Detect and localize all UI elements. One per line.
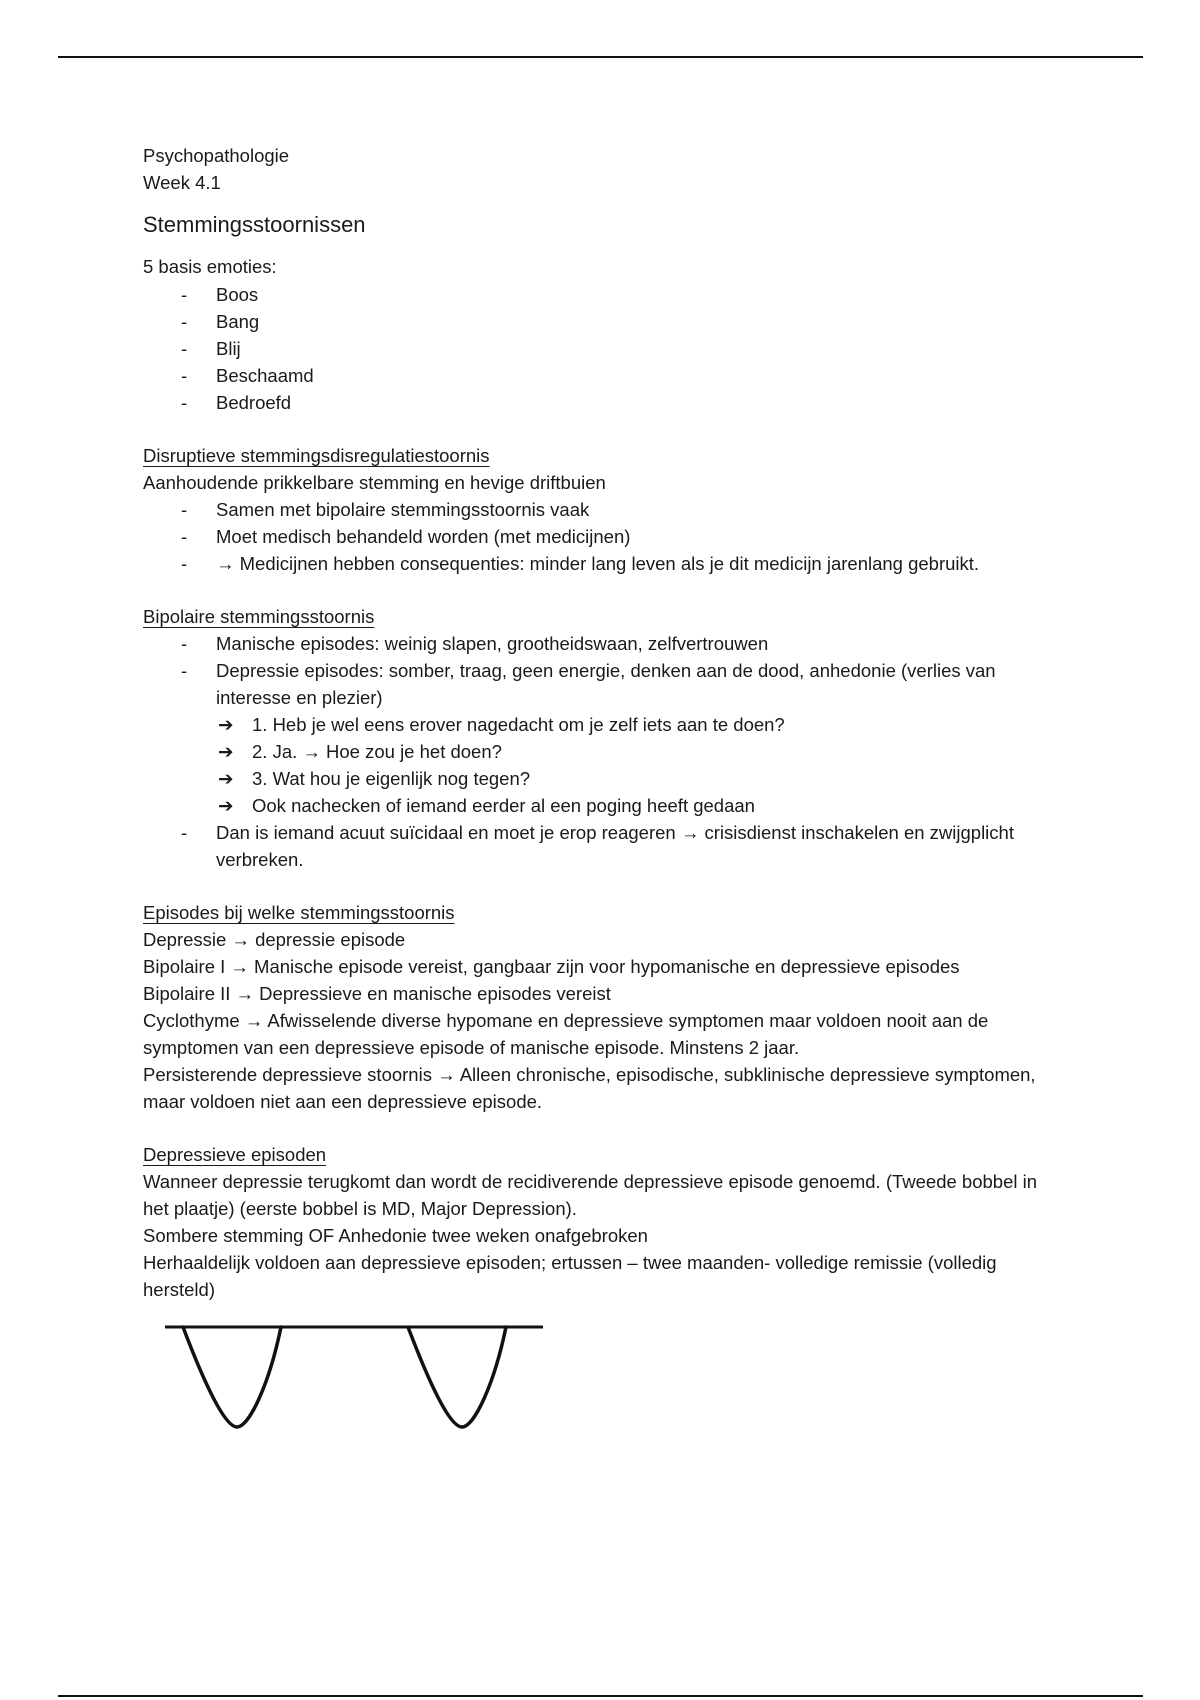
question-item: ➔ Ook nachecken of iemand eerder al een poging heeft gedaan — [143, 792, 1063, 819]
episodes-line: Depressie → depressie episode — [143, 928, 406, 950]
arrow-icon: ➔ — [218, 740, 234, 762]
question-item: ➔ 1. Heb je wel eens erover nagedacht om je zelf iets aan te doen? — [143, 711, 1063, 738]
list-item: - Samen met bipolaire stemmingsstoornis vaak — [143, 496, 1063, 523]
episodes-line: Persisterende depressieve stoornis → Alleen chronische, episodische, subklinische depressieve symptomen, maar voldoen niet aan een depressieve episode. — [143, 1063, 1036, 1112]
list-item: - Bedroefd — [143, 389, 1063, 416]
bipolar-list-continued — [143, 819, 1063, 873]
list-item: - Manische episodes: weinig slapen, grootheidswaan, zelfvertrouwen — [143, 630, 1063, 657]
episode-diagram — [165, 1315, 545, 1445]
dmdd-text: Aanhoudende prikkelbare stemming en hevige driftbuien — [143, 471, 606, 493]
document-page — [143, 143, 1063, 1450]
list-item: - Depressie episodes: somber, traag, geen energie, denken aan de dood, anhedonie (verlies van interesse en plezier) — [143, 657, 1063, 711]
emotions-list — [143, 281, 1063, 416]
emotions-intro: 5 basis emoties: — [143, 256, 277, 277]
depressive-line: Wanneer depressie terugkomt dan wordt de recidiverende depressieve episode genoemd. (Tweede bobbel in het plaatje) (eerste bobbel is MD, Major Depression). — [143, 1170, 1038, 1219]
first-episode-curve — [183, 1327, 281, 1427]
list-item: - Boos — [143, 281, 1063, 308]
list-item: - Bang — [143, 308, 1063, 335]
list-item: - Blij — [143, 335, 1063, 362]
list-item: - Dan is iemand acuut suïcidaal en moet je erop reageren → crisisdienst inschakelen en zwijgplicht verbreken. — [143, 819, 1063, 873]
arrow-icon: ➔ — [218, 794, 234, 816]
arrow-icon: ➔ — [218, 713, 234, 735]
dmdd-list — [143, 496, 1063, 577]
section-heading-dmdd: Disruptieve stemmingsdisregulatiestoornis — [143, 444, 490, 466]
list-item: - Moet medisch behandeld worden (met medicijnen) — [143, 523, 1063, 550]
question-list — [143, 711, 1063, 819]
episodes-line: Cyclothyme → Afwisselende diverse hypomane en depressieve symptomen maar voldoen nooit aan de symptomen van een depressieve episode of manische episode. Minstens 2 jaar. — [143, 1009, 989, 1058]
bipolar-list — [143, 630, 1063, 711]
arrow-icon: ➔ — [218, 767, 234, 789]
page-title: Stemmingsstoornissen — [143, 212, 366, 237]
list-item: - Beschaamd — [143, 362, 1063, 389]
episodes-line: Bipolaire II → Depressieve en manische episodes vereist — [143, 982, 611, 1004]
header-rule — [58, 56, 1143, 58]
question-item: ➔ 2. Ja. → Hoe zou je het doen? — [143, 738, 1063, 765]
question-item: ➔ 3. Wat hou je eigenlijk nog tegen? — [143, 765, 1063, 792]
second-episode-curve — [408, 1327, 506, 1427]
footer-rule — [58, 1695, 1143, 1697]
section-heading-bipolar: Bipolaire stemmingsstoornis — [143, 605, 375, 627]
section-heading-depressive-episodes: Depressieve episoden — [143, 1143, 327, 1165]
episodes-line: Bipolaire I → Manische episode vereist, gangbaar zijn voor hypomanische en depressieve episodes — [143, 955, 960, 977]
depressive-line: Herhaaldelijk voldoen aan depressieve episoden; ertussen – twee maanden- volledige remissie (volledig hersteld) — [143, 1251, 997, 1300]
course-name: Psychopathologie — [143, 145, 290, 166]
depressive-line: Sombere stemming OF Anhedonie twee weken onafgebroken — [143, 1224, 648, 1246]
list-item: - → Medicijnen hebben consequenties: minder lang leven als je dit medicijn jarenlang gebruikt. — [143, 550, 1063, 577]
week-label: Week 4.1 — [143, 171, 221, 193]
section-heading-episodes: Episodes bij welke stemmingsstoornis — [143, 901, 455, 923]
